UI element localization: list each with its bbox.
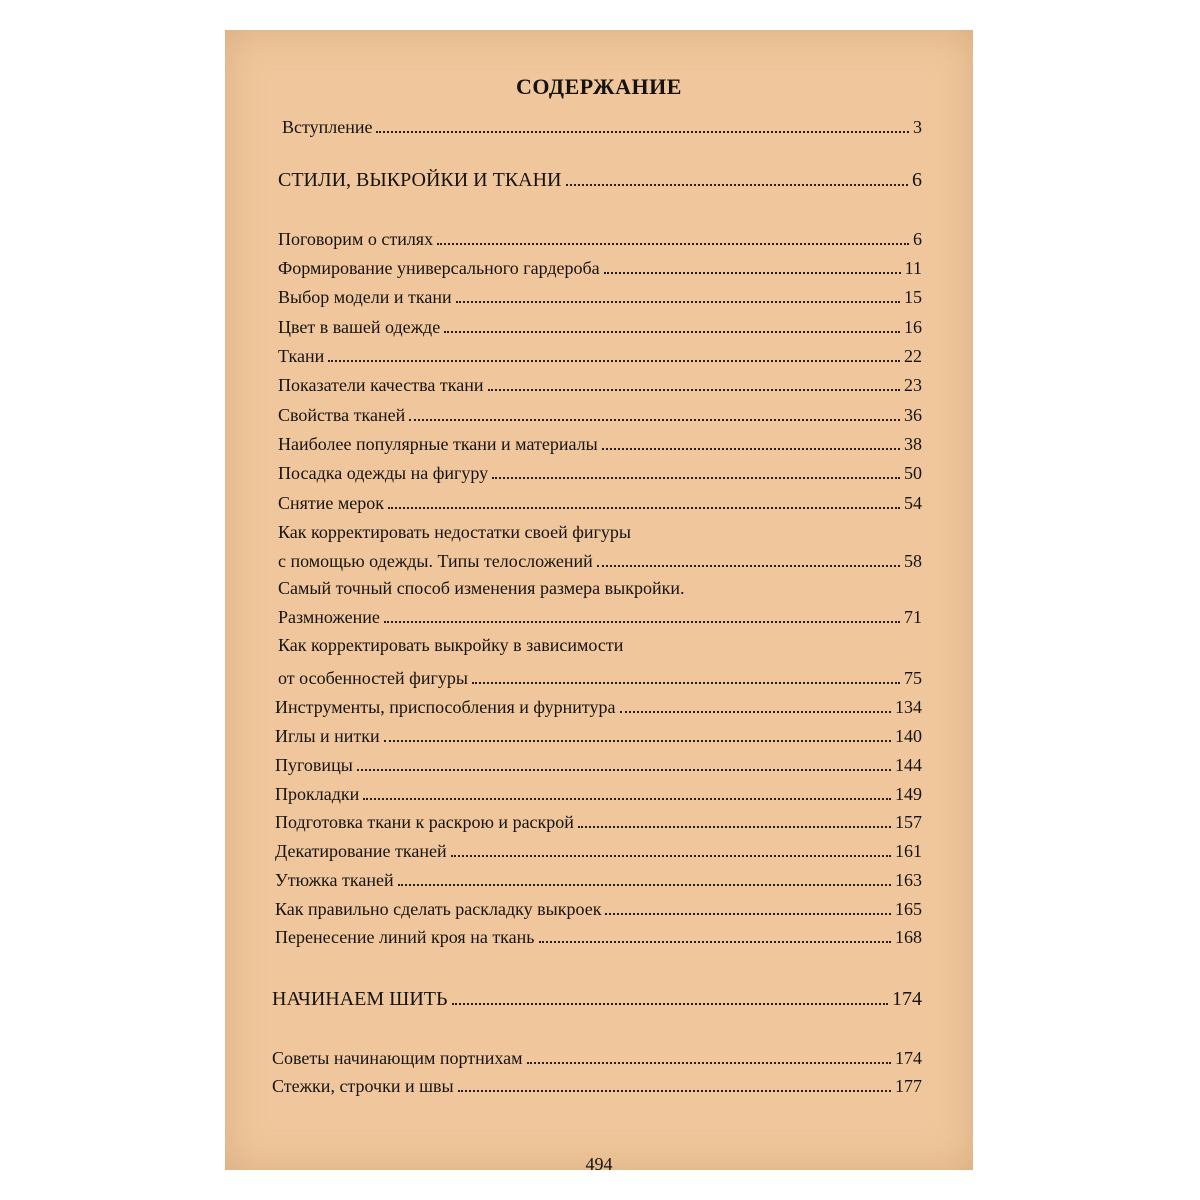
toc-entry-page: 134 (895, 697, 922, 717)
toc-entry (278, 398, 922, 426)
dot-leader (451, 854, 891, 857)
toc-section (272, 982, 922, 1010)
toc-entry-page: 168 (895, 927, 922, 947)
page-number: 494 (585, 1154, 613, 1174)
toc-entry (278, 661, 922, 689)
toc-entry-title: Утюжка тканей (275, 870, 394, 890)
toc-entry-page: 165 (895, 899, 922, 919)
dot-leader (398, 883, 891, 886)
toc-entry-page: 161 (895, 841, 922, 861)
toc-entry (278, 456, 922, 484)
toc-entry-title: с помощью одежды. Типы телосложений (278, 551, 593, 571)
toc-entry (278, 600, 922, 628)
toc-entry (275, 748, 922, 776)
dot-leader (376, 130, 909, 133)
toc-entry-page: 11 (904, 258, 922, 278)
dot-leader (602, 447, 900, 450)
toc-entry-page: 177 (895, 1076, 922, 1096)
dot-leader (456, 300, 900, 303)
toc-entry (278, 310, 922, 338)
dot-leader (527, 1061, 891, 1064)
toc-entry (278, 251, 922, 279)
toc-entry-title: Поговорим о стилях (278, 229, 434, 249)
dot-leader (472, 681, 900, 684)
toc-entry-page: 22 (904, 346, 922, 366)
dot-leader (492, 476, 900, 479)
toc-entry-title: Инструменты, приспособления и фурнитура (275, 697, 616, 717)
toc-entry-title: Свойства тканей (278, 405, 406, 425)
toc-entry-title: Ткани (278, 346, 325, 366)
toc-entry (275, 719, 922, 747)
toc-entry (278, 544, 922, 572)
dot-leader (604, 271, 901, 274)
toc-entry-title: Советы начинающим портнихам (272, 1048, 523, 1068)
toc-entry-page: 3 (913, 117, 922, 137)
dot-leader (444, 330, 900, 333)
toc-entry-page: 149 (895, 784, 922, 804)
toc-entry (275, 863, 922, 891)
toc-entry (278, 486, 922, 514)
toc-entry (272, 1069, 922, 1097)
toc-section-title: НАЧИНАЕМ ШИТЬ (272, 988, 448, 1010)
toc-entry (275, 690, 922, 718)
toc-entry-title: Пуговицы (275, 755, 353, 775)
dot-leader (384, 739, 891, 742)
toc-entry-title: Наиболее популярные ткани и материалы (278, 434, 598, 454)
toc-entry (275, 777, 922, 805)
toc-entry-page: 6 (913, 229, 922, 249)
toc-entry (272, 1041, 922, 1069)
toc-entry-title: Размножение (278, 607, 380, 627)
dot-leader (363, 797, 891, 800)
toc-entry-title: Показатели качества ткани (278, 375, 484, 395)
toc-entry (278, 339, 922, 367)
dot-leader (328, 359, 900, 362)
toc-entry-title: Декатирование тканей (275, 841, 447, 861)
toc-entry-page: 157 (895, 812, 922, 832)
dot-leader (458, 1089, 891, 1092)
toc-entry-title-line: Как корректировать недостатки своей фигуры (278, 522, 632, 542)
toc-entry-title: Иглы и нитки (275, 726, 380, 746)
toc-entry-page: 75 (904, 668, 922, 688)
toc-entry-title: Выбор модели и ткани (278, 287, 452, 307)
toc-section-page: 174 (892, 988, 922, 1010)
dot-leader (437, 242, 909, 245)
dot-leader (597, 564, 900, 567)
toc-entry-page: 16 (904, 317, 922, 337)
toc-entry-page: 23 (904, 375, 922, 395)
page-title: СОДЕРЖАНИЕ (516, 74, 682, 99)
toc-entry (278, 280, 922, 308)
toc-entry-title: Стежки, строчки и швы (272, 1076, 454, 1096)
toc-entry-page: 144 (895, 755, 922, 775)
dot-leader (409, 418, 900, 421)
dot-leader (357, 768, 891, 771)
toc-entry (278, 222, 922, 250)
toc-entry (282, 110, 922, 138)
toc-entry-title: Посадка одежды на фигуру (278, 463, 489, 483)
toc-entry-page: 140 (895, 726, 922, 746)
toc-entry-title-line: Самый точный способ изменения размера выкройки. (278, 578, 685, 598)
toc-entry-page: 71 (904, 607, 922, 627)
dot-leader (605, 912, 891, 915)
dot-leader (488, 388, 901, 391)
toc-entry-page: 50 (904, 463, 922, 483)
toc-entry-page: 58 (904, 551, 922, 571)
toc-entry-page: 163 (895, 870, 922, 890)
toc-entry-title: Как правильно сделать раскладку выкроек (275, 899, 602, 919)
dot-leader (384, 620, 900, 623)
toc-entry (278, 368, 922, 396)
toc-entry (275, 892, 922, 920)
dot-leader (620, 710, 892, 713)
toc-entry-title: от особенностей фигуры (278, 668, 468, 688)
toc-entry-page: 36 (904, 405, 922, 425)
toc-entry (275, 805, 922, 833)
toc-entry-page: 38 (904, 434, 922, 454)
dot-leader (578, 825, 891, 828)
toc-entry-title: Вступление (282, 117, 373, 137)
toc-entry-title: Цвет в вашей одежде (278, 317, 441, 337)
toc-entry-page: 174 (895, 1048, 922, 1068)
toc-section (278, 163, 922, 191)
toc-entry (278, 427, 922, 455)
toc-section-title: СТИЛИ, ВЫКРОЙКИ И ТКАНИ (278, 169, 562, 191)
toc-entry (275, 920, 922, 948)
toc-section-page: 6 (912, 169, 922, 191)
dot-leader (566, 183, 909, 186)
toc-entry-page: 15 (904, 287, 922, 307)
toc-entry-title: Подготовка ткани к раскрою и раскрой (275, 812, 574, 832)
book-page (225, 30, 973, 1174)
toc-entry-title-line: Как корректировать выкройку в зависимости (278, 635, 624, 655)
dot-leader (539, 940, 892, 943)
toc-entry-title: Снятие мерок (278, 493, 385, 513)
toc-entry-title: Перенесение линий кроя на ткань (275, 927, 535, 947)
dot-leader (452, 1002, 889, 1005)
dot-leader (388, 506, 900, 509)
toc-entry-title: Прокладки (275, 784, 360, 804)
toc-entry-title: Формирование универсального гардероба (278, 258, 600, 278)
toc-entry (275, 834, 922, 862)
toc-entry-page: 54 (904, 493, 922, 513)
